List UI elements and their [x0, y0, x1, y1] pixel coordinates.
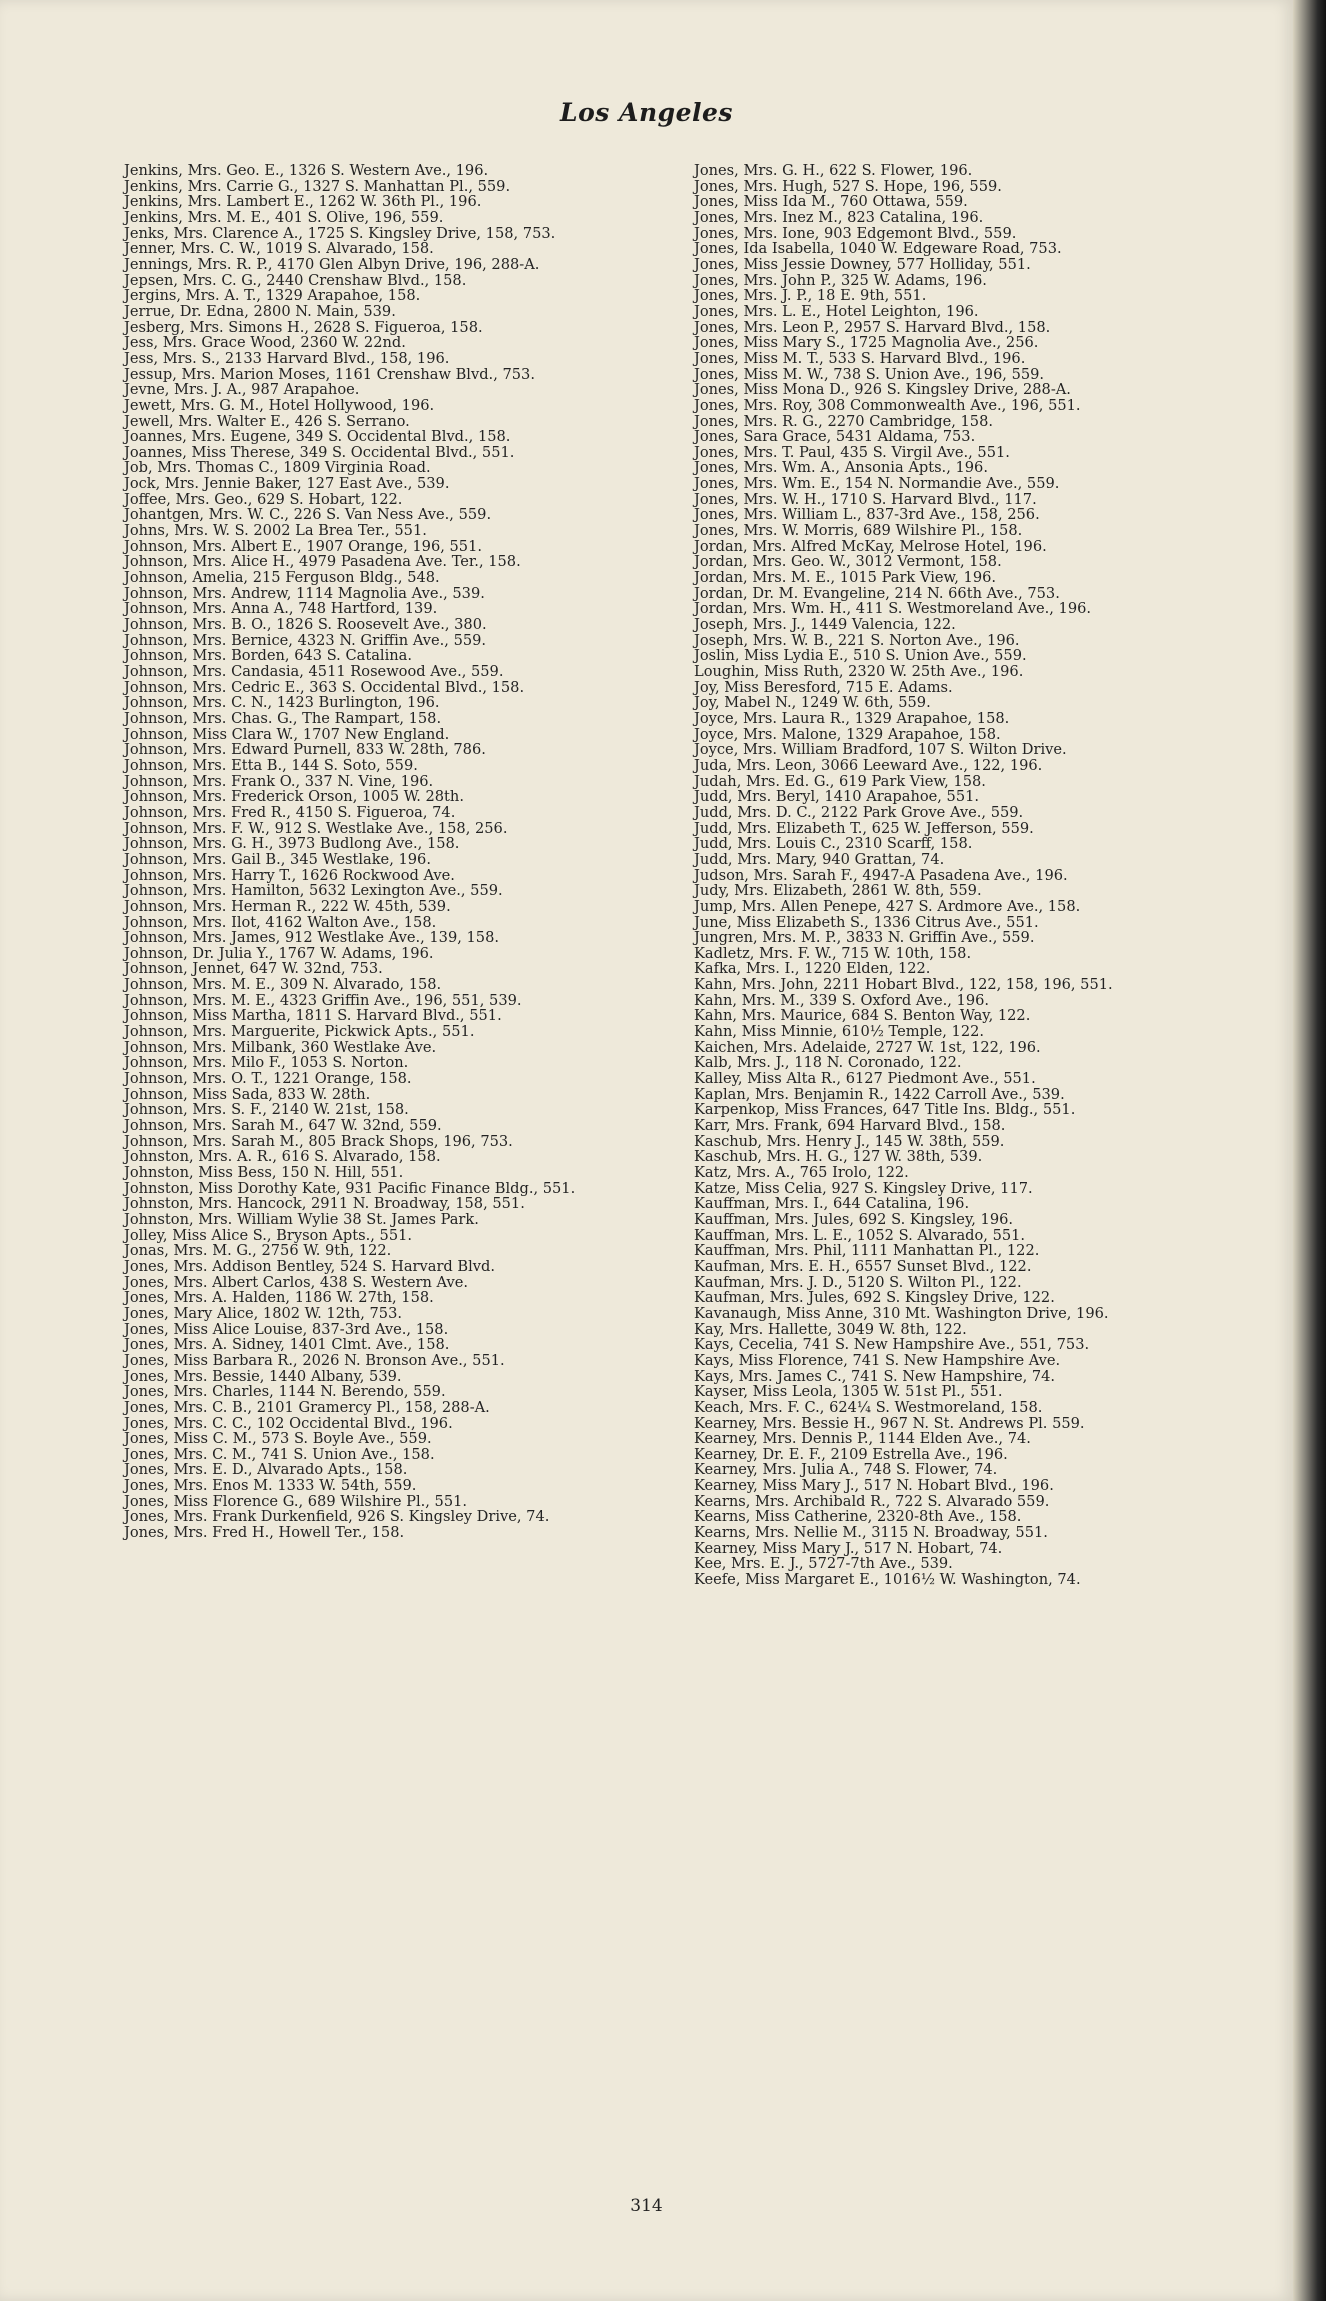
directory-entry: Loughin, Miss Ruth, 2320 W. 25th Ave., 196. [694, 663, 1024, 680]
directory-entry: Judd, Mrs. Beryl, 1410 Arapahoe, 551. [694, 788, 980, 806]
directory-entry: Jones, Mrs. Wm. E., 154 N. Normandie Ave., 559. [694, 475, 1060, 493]
directory-entry: Kahn, Mrs. John, 2211 Hobart Blvd., 122, 158, 196, 551. [694, 976, 1113, 994]
directory-entry: Kearns, Mrs. Nellie M., 3115 N. Broadway, 551. [694, 1524, 1048, 1542]
directory-entry: Kauffman, Mrs. L. E., 1052 S. Alvarado, 551. [694, 1226, 1026, 1244]
directory-entry: Johnson, Mrs. Anna A., 748 Hartford, 139. [124, 600, 438, 618]
directory-entry: Johnson, Mrs. Ilot, 4162 Walton Ave., 158. [124, 913, 437, 931]
directory-entry: Kearney, Miss Mary J., 517 N. Hobart, 74. [694, 1539, 1003, 1557]
directory-entry: Jungren, Mrs. M. P., 3833 N. Griffin Ave., 559. [694, 929, 1035, 947]
directory-entry: Johnson, Mrs. Cedric E., 363 S. Occidental Blvd., 158. [124, 678, 525, 696]
directory-entry: Johnson, Mrs. Hamilton, 5632 Lexington Ave., 559. [124, 882, 503, 900]
directory-entry: Kays, Cecelia, 741 S. New Hampshire Ave., 551, 753. [694, 1336, 1090, 1354]
directory-entry: Jonas, Mrs. M. G., 2756 W. 9th, 122. [124, 1242, 392, 1260]
directory-entry: Jones, Mrs. C. B., 2101 Gramercy Pl., 158, 288-A. [124, 1398, 490, 1416]
directory-entry: Judah, Mrs. Ed. G., 619 Park View, 158. [694, 772, 986, 790]
directory-entry: Jones, Mrs. Ione, 903 Edgemont Blvd., 559. [694, 224, 1017, 242]
directory-entry: Johnston, Mrs. William Wylie 38 St. James Park. [124, 1210, 479, 1228]
directory-entry: Jock, Mrs. Jennie Baker, 127 East Ave., 539. [124, 475, 450, 493]
directory-entry: Jones, Mrs. G. H., 622 S. Flower, 196. [694, 162, 973, 179]
directory-entry: Joyce, Mrs. William Bradford, 107 S. Wilton Drive. [694, 741, 1067, 759]
directory-entry: Kahn, Mrs. M., 339 S. Oxford Ave., 196. [694, 991, 990, 1009]
directory-entry: Joslin, Miss Lydia E., 510 S. Union Ave., 559. [694, 647, 1027, 665]
directory-entry: Johnson, Mrs. Sarah M., 805 Brack Shops, 196, 753. [124, 1132, 513, 1150]
directory-entry: Jones, Mrs. William L., 837-3rd Ave., 158, 256. [694, 506, 1040, 524]
directory-entry: Jones, Mrs. T. Paul, 435 S. Virgil Ave., 551. [694, 443, 1010, 461]
directory-entry: Kahn, Mrs. Maurice, 684 S. Benton Way, 122. [694, 1007, 1031, 1025]
directory-entry: Joseph, Mrs. J., 1449 Valencia, 122. [694, 616, 956, 634]
directory-entry: Johnson, Mrs. Harry T., 1626 Rockwood Ave. [124, 866, 455, 884]
directory-entry: Kaschub, Mrs. H. G., 127 W. 38th, 539. [694, 1148, 983, 1166]
directory-entry: Joyce, Mrs. Laura R., 1329 Arapahoe, 158. [694, 709, 1010, 727]
directory-entry: Jones, Mrs. E. D., Alvarado Apts., 158. [124, 1461, 408, 1479]
directory-entry: Karpenkop, Miss Frances, 647 Title Ins. Bldg., 551. [694, 1101, 1076, 1119]
directory-entry: Kauffman, Mrs. I., 644 Catalina, 196. [694, 1195, 970, 1213]
directory-entry: Judd, Mrs. Mary, 940 Grattan, 74. [694, 850, 945, 868]
directory-entry: Jordan, Dr. M. Evangeline, 214 N. 66th Ave., 753. [694, 584, 1060, 602]
directory-entry: Jess, Mrs. Grace Wood, 2360 W. 22nd. [124, 334, 406, 352]
directory-entry: Johnson, Mrs. Bernice, 4323 N. Griffin Ave., 559. [124, 631, 487, 649]
page-number: 314 [630, 2196, 663, 2216]
directory-entry: Johnson, Mrs. Frank O., 337 N. Vine, 196. [124, 772, 434, 790]
directory-entry: Jones, Mrs. Enos M. 1333 W. 54th, 559. [124, 1477, 417, 1495]
directory-entry: Jenkins, Mrs. Lambert E., 1262 W. 36th Pl., 196. [124, 193, 482, 211]
directory-entry: Joy, Miss Beresford, 715 E. Adams. [694, 678, 953, 696]
directory-entry: Kearns, Miss Catherine, 2320-8th Ave., 158. [694, 1508, 1022, 1526]
directory-entry: Jones, Mrs. Hugh, 527 S. Hope, 196, 559. [694, 177, 1002, 195]
directory-entry: Jones, Miss M. W., 738 S. Union Ave., 196, 559. [694, 365, 1045, 383]
directory-entry: Judd, Mrs. Elizabeth T., 625 W. Jefferson, 559. [694, 819, 1034, 837]
directory-entry: Jones, Miss Mary S., 1725 Magnolia Ave., 256. [694, 334, 1039, 352]
directory-entry: Karr, Mrs. Frank, 694 Harvard Blvd., 158. [694, 1117, 1006, 1135]
directory-entry: Johnson, Mrs. Edward Purnell, 833 W. 28th, 786. [124, 741, 486, 759]
directory-entry: Kauffman, Mrs. Jules, 692 S. Kingsley, 196. [694, 1210, 1014, 1228]
directory-entry: Jepsen, Mrs. C. G., 2440 Crenshaw Blvd., 158. [124, 271, 467, 289]
directory-entry: Johnson, Mrs. Herman R., 222 W. 45th, 539. [124, 897, 451, 915]
directory-entry: Johnson, Mrs. Frederick Orson, 1005 W. 28th. [124, 788, 464, 806]
directory-entry: Jones, Mrs. L. E., Hotel Leighton, 196. [694, 302, 979, 320]
directory-entry: Jones, Mrs. A. Halden, 1186 W. 27th, 158. [124, 1289, 434, 1307]
directory-entry: Kadletz, Mrs. F. W., 715 W. 10th, 158. [694, 944, 972, 962]
directory-entry: Johnson, Mrs. Marguerite, Pickwick Apts., 551. [124, 1023, 475, 1041]
directory-entry: Kays, Mrs. James C., 741 S. New Hampshire, 74. [694, 1367, 1056, 1385]
directory-entry: Jones, Mrs. Roy, 308 Commonwealth Ave., 196, 551. [694, 396, 1081, 414]
directory-entry: Joannes, Mrs. Eugene, 349 S. Occidental Blvd., 158. [124, 428, 511, 446]
directory-entry: Judy, Mrs. Elizabeth, 2861 W. 8th, 559. [694, 882, 982, 900]
directory-entry: Jergins, Mrs. A. T., 1329 Arapahoe, 158. [124, 287, 421, 305]
directory-entry: Kaufman, Mrs. J. D., 5120 S. Wilton Pl., 122. [694, 1273, 1022, 1291]
directory-entry: Johnson, Mrs. Milo F., 1053 S. Norton. [124, 1054, 409, 1072]
directory-entry: Jordan, Mrs. Geo. W., 3012 Vermont, 158. [694, 553, 1002, 571]
right-column [694, 163, 1250, 1588]
directory-entry: Juda, Mrs. Leon, 3066 Leeward Ave., 122, 196. [694, 756, 1043, 774]
directory-entry: Johnson, Miss Sada, 833 W. 28th. [124, 1085, 371, 1103]
directory-entry: Jones, Miss Ida M., 760 Ottawa, 559. [694, 193, 968, 211]
directory-entry: Johns, Mrs. W. S. 2002 La Brea Ter., 551. [124, 522, 427, 540]
directory-entry: Jones, Mrs. Inez M., 823 Catalina, 196. [694, 208, 984, 226]
directory-entry: Johnson, Mrs. Milbank, 360 Westlake Ave. [124, 1038, 437, 1056]
page-edge-shadow [1293, 0, 1326, 2301]
directory-entry: Johnson, Mrs. James, 912 Westlake Ave., 139, 158. [124, 929, 500, 947]
directory-entry: Jones, Mrs. W. Morris, 689 Wilshire Pl., 158. [694, 522, 1023, 540]
directory-entry: Jump, Mrs. Allen Penepe, 427 S. Ardmore Ave., 158. [694, 897, 1081, 915]
directory-entry: Johnson, Mrs. Sarah M., 647 W. 32nd, 559. [124, 1117, 442, 1135]
directory-entry: Jones, Mrs. Charles, 1144 N. Berendo, 559. [124, 1383, 446, 1401]
directory-entry: Jones, Mrs. Fred H., Howell Ter., 158. [124, 1524, 405, 1542]
directory-entry: Jones, Mrs. C. M., 741 S. Union Ave., 158. [124, 1445, 435, 1463]
directory-entry: Kearney, Miss Mary J., 517 N. Hobart Blvd., 196. [694, 1477, 1054, 1495]
directory-entry: Johnson, Mrs. Gail B., 345 Westlake, 196. [124, 850, 431, 868]
directory-entry: Joy, Mabel N., 1249 W. 6th, 559. [694, 694, 931, 712]
directory-entry: Joffee, Mrs. Geo., 629 S. Hobart, 122. [124, 490, 403, 508]
directory-entry: Jenks, Mrs. Clarence A., 1725 S. Kingsley Drive, 158, 753. [124, 224, 556, 242]
directory-entry: Johnson, Amelia, 215 Ferguson Bldg., 548. [124, 569, 440, 587]
directory-entry: Kavanaugh, Miss Anne, 310 Mt. Washington Drive, 196. [694, 1304, 1109, 1322]
directory-entry: Kearns, Mrs. Archibald R., 722 S. Alvarado 559. [694, 1492, 1050, 1510]
directory-entry: Jenner, Mrs. C. W., 1019 S. Alvarado, 158. [124, 240, 434, 258]
directory-entry: Jones, Mrs. Wm. A., Ansonia Apts., 196. [694, 459, 988, 477]
directory-entry: Jones, Mrs. J. P., 18 E. 9th, 551. [694, 287, 927, 305]
directory-entry: Kearney, Dr. E. F., 2109 Estrella Ave., 196. [694, 1445, 1008, 1463]
directory-entry: June, Miss Elizabeth S., 1336 Citrus Ave., 551. [694, 913, 1039, 931]
directory-entry: Johnson, Mrs. M. E., 309 N. Alvarado, 158. [124, 976, 442, 994]
directory-entry: Johnson, Mrs. Albert E., 1907 Orange, 196, 551. [124, 537, 483, 555]
directory-entry: Johnson, Mrs. C. N., 1423 Burlington, 196. [124, 694, 440, 712]
directory-entry: Jones, Miss M. T., 533 S. Harvard Blvd., 196. [694, 349, 1026, 367]
directory-entry: Jones, Miss Florence G., 689 Wilshire Pl., 551. [124, 1492, 468, 1510]
directory-entry: Katz, Mrs. A., 765 Irolo, 122. [694, 1164, 909, 1181]
directory-entry: Keach, Mrs. F. C., 624¼ S. Westmoreland, 158. [694, 1398, 1043, 1416]
directory-entry: Jewett, Mrs. G. M., Hotel Hollywood, 196. [124, 396, 435, 414]
directory-entry: Johnston, Miss Bess, 150 N. Hill, 551. [124, 1164, 404, 1181]
directory-entry: Kauffman, Mrs. Phil, 1111 Manhattan Pl., 122. [694, 1242, 1040, 1260]
directory-entry: Judd, Mrs. Louis C., 2310 Scarff, 158. [694, 835, 973, 853]
directory-entry: Johnston, Mrs. Hancock, 2911 N. Broadway, 158, 551. [124, 1195, 525, 1213]
directory-entry: Jones, Mrs. Addison Bentley, 524 S. Harvard Blvd. [124, 1257, 496, 1275]
directory-entry: Kay, Mrs. Hallette, 3049 W. 8th, 122. [694, 1320, 967, 1338]
left-column [124, 163, 680, 1541]
directory-entry: Kaschub, Mrs. Henry J., 145 W. 38th, 559. [694, 1132, 1005, 1150]
directory-entry: Johnson, Mrs. Borden, 643 S. Catalina. [124, 647, 412, 665]
directory-entry: Jones, Mary Alice, 1802 W. 12th, 753. [124, 1304, 403, 1322]
directory-entry: Jones, Mrs. Albert Carlos, 438 S. Western Ave. [124, 1273, 469, 1291]
directory-entry: Jones, Mrs. Leon P., 2957 S. Harvard Blvd., 158. [694, 318, 1051, 336]
directory-entry: Kaufman, Mrs. E. H., 6557 Sunset Blvd., 122. [694, 1257, 1032, 1275]
directory-entry: Jerrue, Dr. Edna, 2800 N. Main, 539. [124, 302, 396, 320]
directory-entry: Jordan, Mrs. M. E., 1015 Park View, 196. [694, 569, 997, 587]
directory-entry: Johnson, Jennet, 647 W. 32nd, 753. [124, 960, 383, 978]
directory-entry: Judson, Mrs. Sarah F., 4947-A Pasadena Ave., 196. [694, 866, 1068, 884]
directory-entry: Kahn, Miss Minnie, 610½ Temple, 122. [694, 1023, 985, 1041]
directory-entry: Kearney, Mrs. Dennis P., 1144 Elden Ave., 74. [694, 1430, 1031, 1448]
directory-entry: Kee, Mrs. E. J., 5727-7th Ave., 539. [694, 1555, 953, 1573]
directory-entry: Johnson, Miss Martha, 1811 S. Harvard Blvd., 551. [124, 1007, 502, 1025]
directory-entry: Johnson, Dr. Julia Y., 1767 W. Adams, 196. [124, 944, 434, 962]
directory-entry: Kearney, Mrs. Bessie H., 967 N. St. Andrews Pl. 559. [694, 1414, 1085, 1432]
directory-entry: Kaplan, Mrs. Benjamin R., 1422 Carroll Ave., 539. [694, 1085, 1065, 1103]
directory-entry: Jones, Mrs. A. Sidney, 1401 Clmt. Ave., 158. [124, 1336, 450, 1354]
directory-entry: Jones, Mrs. John P., 325 W. Adams, 196. [694, 271, 987, 289]
directory-entry: Jordan, Mrs. Wm. H., 411 S. Westmoreland Ave., 196. [694, 600, 1092, 618]
directory-entry: Johnson, Mrs. Candasia, 4511 Rosewood Ave., 559. [124, 663, 504, 680]
directory-entry: Johnson, Mrs. Fred R., 4150 S. Figueroa, 74. [124, 803, 456, 821]
directory-entry: Jolley, Miss Alice S., Bryson Apts., 551. [124, 1226, 413, 1244]
directory-entry: Job, Mrs. Thomas C., 1809 Virginia Road. [124, 459, 431, 477]
directory-entry: Johnson, Mrs. Andrew, 1114 Magnolia Ave., 539. [124, 584, 485, 602]
directory-entry: Johnson, Mrs. Alice H., 4979 Pasadena Ave. Ter., 158. [124, 553, 521, 571]
directory-entry: Kayser, Miss Leola, 1305 W. 51st Pl., 551. [694, 1383, 1003, 1401]
directory-entry: Jones, Miss Barbara R., 2026 N. Bronson Ave., 551. [124, 1351, 505, 1369]
directory-entry: Judd, Mrs. D. C., 2122 Park Grove Ave., 559. [694, 803, 1024, 821]
directory-entry: Jones, Mrs. R. G., 2270 Cambridge, 158. [694, 412, 994, 430]
directory-entry: Johnson, Mrs. O. T., 1221 Orange, 158. [124, 1070, 412, 1088]
directory-entry: Jesberg, Mrs. Simons H., 2628 S. Figueroa, 158. [124, 318, 483, 336]
directory-entry: Jones, Miss Alice Louise, 837-3rd Ave., 158. [124, 1320, 449, 1338]
directory-entry: Jones, Miss Jessie Downey, 577 Holliday, 551. [694, 255, 1031, 273]
directory-entry: Jones, Mrs. C. C., 102 Occidental Blvd., 196. [124, 1414, 453, 1432]
directory-entry: Joyce, Mrs. Malone, 1329 Arapahoe, 158. [694, 725, 1001, 743]
directory-entry: Jenkins, Mrs. M. E., 401 S. Olive, 196, 559. [124, 208, 444, 226]
directory-entry: Kalley, Miss Alta R., 6127 Piedmont Ave., 551. [694, 1070, 1036, 1088]
directory-entry: Kafka, Mrs. I., 1220 Elden, 122. [694, 960, 931, 978]
directory-entry: Kalb, Mrs. J., 118 N. Coronado, 122. [694, 1054, 962, 1072]
directory-entry: Johnston, Mrs. A. R., 616 S. Alvarado, 158. [124, 1148, 441, 1166]
directory-entry: Johnston, Miss Dorothy Kate, 931 Pacific Finance Bldg., 551. [124, 1179, 576, 1197]
directory-entry: Johnson, Mrs. M. E., 4323 Griffin Ave., 196, 551, 539. [124, 991, 522, 1009]
directory-entry: Jones, Ida Isabella, 1040 W. Edgeware Road, 753. [694, 240, 1062, 258]
directory-entry: Kaichen, Mrs. Adelaide, 2727 W. 1st, 122, 196. [694, 1038, 1041, 1056]
directory-entry: Jones, Mrs. Bessie, 1440 Albany, 539. [124, 1367, 402, 1385]
directory-entry: Keefe, Miss Margaret E., 1016½ W. Washington, 74. [694, 1571, 1081, 1589]
directory-entry: Jennings, Mrs. R. P., 4170 Glen Albyn Drive, 196, 288-A. [124, 255, 540, 273]
directory-entry: Jones, Miss C. M., 573 S. Boyle Ave., 559. [124, 1430, 432, 1448]
directory-entry: Jordan, Mrs. Alfred McKay, Melrose Hotel, 196. [694, 537, 1047, 555]
directory-entry: Johnson, Mrs. G. H., 3973 Budlong Ave., 158. [124, 835, 460, 853]
directory-entry: Jones, Mrs. Frank Durkenfield, 926 S. Kingsley Drive, 74. [124, 1508, 550, 1526]
directory-entry: Jewell, Mrs. Walter E., 426 S. Serrano. [124, 412, 410, 430]
directory-entry: Jones, Mrs. W. H., 1710 S. Harvard Blvd., 117. [694, 490, 1037, 508]
directory-entry: Kays, Miss Florence, 741 S. New Hampshire Ave. [694, 1351, 1061, 1369]
directory-entry: Kaufman, Mrs. Jules, 692 S. Kingsley Drive, 122. [694, 1289, 1055, 1307]
directory-entry: Johantgen, Mrs. W. C., 226 S. Van Ness Ave., 559. [124, 506, 492, 524]
directory-entry: Johnson, Miss Clara W., 1707 New England. [124, 725, 450, 743]
page-title: Los Angeles [560, 98, 733, 127]
directory-entry: Johnson, Mrs. F. W., 912 S. Westlake Ave., 158, 256. [124, 819, 508, 837]
directory-entry: Kearney, Mrs. Julia A., 748 S. Flower, 74. [694, 1461, 998, 1479]
directory-entry: Joseph, Mrs. W. B., 221 S. Norton Ave., 196. [694, 631, 1020, 649]
directory-entry: Joannes, Miss Therese, 349 S. Occidental Blvd., 551. [124, 443, 515, 461]
directory-entry: Jones, Miss Mona D., 926 S. Kingsley Drive, 288-A. [694, 381, 1071, 399]
directory-entry: Johnson, Mrs. S. F., 2140 W. 21st, 158. [124, 1101, 409, 1119]
directory-entry: Johnson, Mrs. Etta B., 144 S. Soto, 559. [124, 756, 418, 774]
directory-entry: Johnson, Mrs. Chas. G., The Rampart, 158. [124, 709, 442, 727]
directory-entry: Jevne, Mrs. J. A., 987 Arapahoe. [124, 381, 360, 399]
directory-entry: Jenkins, Mrs. Geo. E., 1326 S. Western Ave., 196. [124, 162, 489, 179]
directory-entry: Jess, Mrs. S., 2133 Harvard Blvd., 158, 196. [124, 349, 450, 367]
directory-entry: Jenkins, Mrs. Carrie G., 1327 S. Manhattan Pl., 559. [124, 177, 511, 195]
directory-entry: Jones, Sara Grace, 5431 Aldama, 753. [694, 428, 976, 446]
directory-entry: Johnson, Mrs. B. O., 1826 S. Roosevelt Ave., 380. [124, 616, 487, 634]
directory-entry: Jessup, Mrs. Marion Moses, 1161 Crenshaw Blvd., 753. [124, 365, 535, 383]
directory-entry: Katze, Miss Celia, 927 S. Kingsley Drive, 117. [694, 1179, 1033, 1197]
